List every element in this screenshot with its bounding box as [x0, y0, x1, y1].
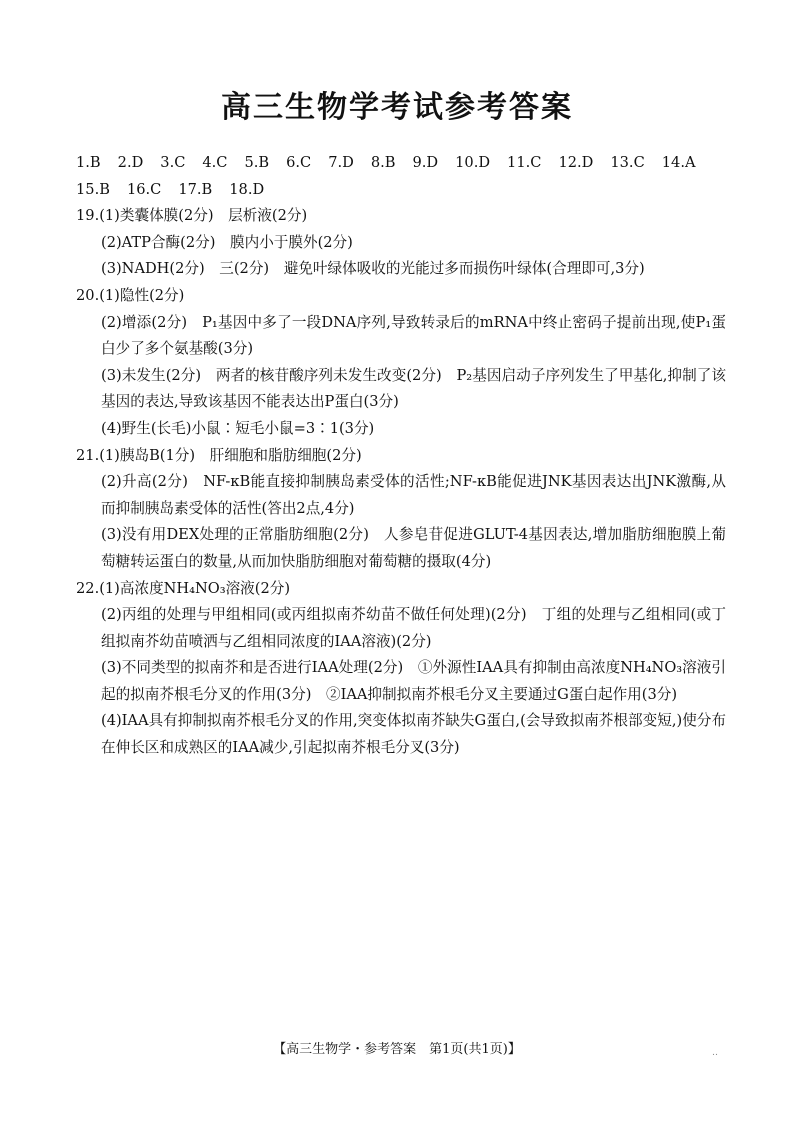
q19-part1: 19.(1)类囊体膜(2分) 层析液(2分): [76, 207, 308, 225]
q22-part3: (3)不同类型的拟南芥和是否进行IAA处理(2分) ①外源性IAA具有抑制由高浓度NH₄NO₃溶液引起的拟南芥根毛分叉的作用(3分) ②IAA抑制拟南芥根毛分叉主要通过G蛋白起作用(3分): [101, 659, 726, 703]
mcq-answer: 16.C: [126, 180, 162, 198]
q19-part3: (3)NADH(2分) 三(2分) 避免叶绿体吸收的光能过多而损伤叶绿体(合理即可,3分): [101, 260, 645, 278]
mcq-answer: 7.D: [328, 154, 354, 171]
page-title: 高三生物学考试参考答案: [221, 90, 573, 125]
mcq-answer: 13.C: [610, 154, 645, 171]
q19-part2: (2)ATP合酶(2分) 膜内小于膜外(2分): [101, 233, 353, 251]
q22-part2: (2)丙组的处理与甲组相同(或丙组拟南芥幼苗不做任何处理)(2分) 丁组的处理与乙组相同(或丁组拟南芥幼苗喷洒与乙组相同浓度的IAA溶液)(2分): [101, 606, 726, 650]
q21-part3: (3)没有用DEX处理的正常脂肪细胞(2分) 人参皂苷促进GLUT-4基因表达,增加脂肪细胞膜上葡萄糖转运蛋白的数量,从而加快脂肪细胞对葡萄糖的摄取(4分): [101, 526, 726, 570]
q21-part2: (2)升高(2分) NF-κB能直接抑制胰岛素受体的活性;NF-κB能促进JNK基因表达出JNK激酶,从而抑制胰岛素受体的活性(答出2点,4分): [101, 473, 726, 517]
q21-part1: 21.(1)胰岛B(1分) 肝细胞和脂肪细胞(2分): [76, 446, 362, 464]
mcq-answer: 10.D: [455, 154, 491, 171]
mcq-answer: 11.C: [507, 154, 542, 171]
mcq-answer: 18.D: [229, 180, 265, 198]
mcq-answer: 12.D: [558, 154, 594, 171]
q22-part4: (4)IAA具有抑制拟南芥根毛分叉的作用,突变体拟南芥缺失G蛋白,(会导致拟南芥根部变短,)使分布在伸长区和成熟区的IAA减少,引起拟南芥根毛分叉(3分): [101, 712, 726, 757]
corner-mark: ‥: [712, 1048, 719, 1058]
mcq-answer: 14.A: [661, 154, 696, 171]
mcq-answers-line-2: [76, 177, 726, 204]
mcq-answer: 3.C: [160, 154, 186, 171]
mcq-answer: 9.D: [412, 154, 439, 171]
page-footer: 【高三生物学・参考答案 第1页(共1页)】: [273, 1042, 521, 1057]
mcq-answer: 2.D: [117, 154, 144, 171]
q22-part1: 22.(1)高浓度NH₄NO₃溶液(2分): [76, 579, 291, 597]
mcq-answer: 4.C: [202, 154, 228, 171]
q20-part1: 20.(1)隐性(2分): [76, 286, 185, 304]
answer-content: [76, 150, 726, 762]
mcq-answer: 6.C: [286, 154, 312, 171]
q20-part4: (4)野生(长毛)小鼠∶短毛小鼠=3∶1(3分): [101, 419, 375, 437]
q20-part2: (2)增添(2分) P₁基因中多了一段DNA序列,导致转录后的mRNA中终止密码子提前出现,使P₁蛋白少了多个氨基酸(3分): [101, 313, 726, 358]
mcq-answer: 17.B: [178, 180, 213, 198]
mcq-answer: 1.B: [76, 154, 101, 171]
mcq-answers-line-1: [76, 150, 726, 177]
mcq-answer: 15.B: [76, 180, 110, 198]
mcq-answer: 8.B: [370, 154, 396, 171]
mcq-answer: 5.B: [244, 154, 270, 171]
q20-part3: (3)未发生(2分) 两者的核苷酸序列未发生改变(2分) P₂基因启动子序列发生了甲基化,抑制了该基因的表达,导致该基因不能表达出P蛋白(3分): [101, 366, 726, 411]
